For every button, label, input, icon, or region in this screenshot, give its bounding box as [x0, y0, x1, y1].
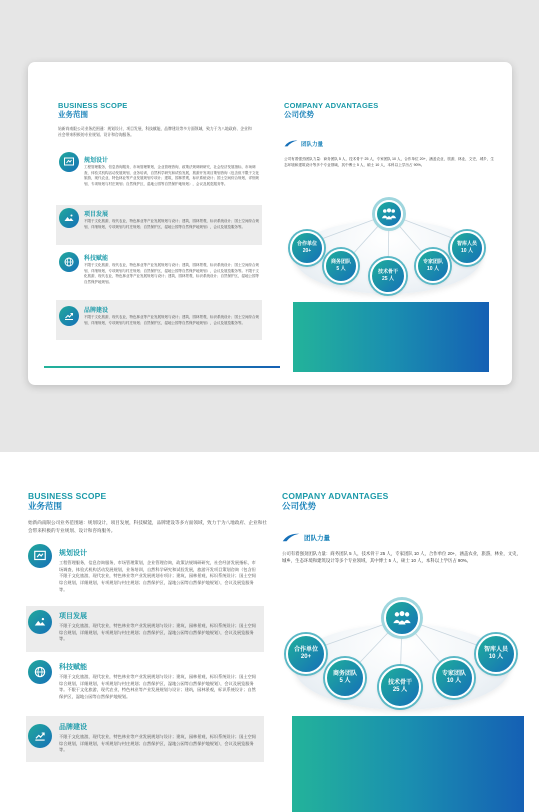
node-expert-team: 专家团队 10 人: [434, 658, 474, 698]
globe-icon: [28, 660, 52, 684]
team-diagram: [282, 600, 522, 708]
right-page: [284, 102, 484, 118]
item-body: 不限于文化旅游，现代农业，特色林业等产业发展规划与设计；建筑，园林景观，标识系统设计；国土空间综合规划，详细规划，专项规划与村庄规划；自然保护区，湿地公园等自然保护地规划），会议及展览服务等。: [59, 734, 256, 753]
title-cn: 公司优势: [282, 500, 317, 511]
node-business-team: 商务团队 5 人: [325, 658, 365, 698]
title-en: COMPANY ADVANTAGES: [284, 101, 379, 110]
node-partners: 合作单位 20+: [290, 231, 324, 265]
blueprint-icon: [59, 152, 79, 172]
item-title: 科技赋能: [84, 256, 109, 262]
item-brand: [56, 300, 262, 340]
growth-chart-icon: [59, 306, 79, 326]
intro-text: 始新尚南限公司业务范围通：规划设计，项目发展，科技赋能，品牌建设等多方面领域，致力于为八地政府、企业和社会带来积极的专业规划、设计和咨询服务。: [58, 127, 252, 138]
item-tech: [26, 658, 264, 712]
landscape-icon: [28, 610, 52, 634]
item-brand: [26, 716, 264, 762]
item-title: 品牌建设: [59, 724, 87, 731]
title-cn: 公司优势: [284, 109, 314, 119]
gradient-block: [293, 302, 489, 372]
swoosh-icon: [282, 532, 300, 543]
item-body: 不限于文化旅游，现代农业，特色林业等产业发展规划与设计；建筑，园林景观，标识系统设计；国土空间综合规划，详细规划，专项规划与村庄规划；自然保护区，湿地公园等自然保护地规划），会议及展览服务等。: [84, 315, 259, 325]
left-page: [28, 492, 268, 534]
title-en: COMPANY ADVANTAGES: [282, 491, 389, 501]
team-diagram: [284, 200, 494, 292]
item-body: 不限于文化旅游，现代农业，特色林业等产业发展规划与设计；建筑，园林景观，标识系统设计；国土空间综合规划，详细规划，专项规划与村庄规划；自然保护区，湿地公园等自然保护地规划），会议及展览服务等。: [59, 623, 256, 642]
brochure-preview-card: [28, 62, 512, 385]
item-title: 品牌建设: [84, 308, 109, 314]
item-title: 规划设计: [84, 158, 109, 164]
item-body: 不限于文化旅游，现代农业，特色林业等产业发展规划与设计；建筑，园林景观，标识系统设计；国土空间综合规划，详细规划，专项规划与村庄规划；自然保护区，湿地公园等自然保护地规划），会议及展览服务等。不限于文化旅游，现代农业，特色林业等产业发展规划与设计；建筑，园林景观，标识系统设计；自然保护区，湿地公园等自然保护地规划。: [59, 674, 256, 700]
item-body: 工程管理服务，信息咨询服务，市场管理策划，企业管理咨询，政策法规调研研究，社会经济发展指标，市场调查，体验式机构活动发展规划，业务培训，自然科学研究和试验发展，旅游开发项目策划咨询（包含但不限于文化旅游，现代农业，特色林业等产业发展规划专项计；建筑，园林景观，标识系统设计；国土空间综合规划，详细规划，专项规划与村庄规划；自然保护区，湿地公园等自然保护地规划），会议及展览服务等。: [59, 560, 256, 592]
item-title: 项目发展: [59, 613, 87, 620]
title-cn: 业务范围: [58, 109, 88, 119]
bottom-rule: [44, 366, 280, 368]
node-think-tank: 智库人员 10 人: [450, 231, 484, 265]
node-business-team: 商务团队 5 人: [324, 249, 358, 283]
item-body: 不限于文化旅游，现代农业，特色林业等产业发展规划与设计；建筑，园林景观，标识系统设计；国土空间综合规划，详细规划，专项规划与村庄规划；自然保护区，湿地公园等自然保护地规划），会议及展览服务等。不限于文化旅游，现代农业，特色林业等产业发展规划与设计；建筑，园林景观，标识系统设计；自然保护区，湿地公园等自然保护地规划。: [84, 263, 259, 284]
team-description: 公司有着强劲团队力量：商务团队 5 人，技术骨干 25 人，专家团队 10 人，合作单位 20+，涵盖农业，旅游，林业，文史，城乡，生态环境和建筑设计等多个专业领域，其中博士 5 人，硕士 10 人，本科以上学历占 90%。: [284, 157, 494, 168]
node-partners: 合作单位 20+: [286, 634, 326, 674]
item-tech: [56, 250, 262, 296]
node-tech-backbone: 技术骨干 25 人: [370, 258, 406, 294]
item-body: 不限于文化旅游，现代农业，特色林业等产业发展规划与设计；建筑，园林景观，标识系统设计；国土空间综合规划，详细规划，专项规划与村庄规划；自然保护区，湿地公园等自然保护地规划），会议及展览服务等。: [84, 219, 259, 229]
globe-icon: [59, 252, 79, 272]
intro-text: 始新尚南限公司业务范围通：规划设计，项目发展，科技赋能，品牌建设等多方面领域，致力于为八地政府、企业和社会带来积极的专业规划、设计和咨询服务。: [28, 520, 267, 533]
team-hub-icon: [384, 600, 420, 636]
item-project: [26, 606, 264, 652]
left-page: [58, 102, 254, 139]
team-description: 公司有着强劲团队力量：商务团队 5 人，技术骨干 25 人，专家团队 10 人，合作单位 20+，涵盖农业，旅游，林业，文史，城乡，生态环境和建筑设计等多个专业领域，其中博士 5 人，硕士 10 人，本科以上学历占 90%。: [282, 551, 521, 564]
right-page: [282, 492, 522, 510]
node-think-tank: 智库人员 10 人: [476, 634, 516, 674]
team-title: 团队力量: [301, 141, 324, 148]
gradient-block: [292, 716, 524, 812]
title-cn: 业务范围: [28, 500, 63, 511]
swoosh-icon: [284, 139, 298, 148]
item-body: 工程管理服务，信息咨询服务，市场管理策划，企业管理咨询，政策法规调研研究，社会经济发展指标，市场调查，体验式机构活动发展规划，业务培训，自然科学研究和试验发展，旅游开发项目策划咨询（包含但不限于文化旅游，现代农业，特色林业等产业发展规划专项计；建筑，园林景观，标识系统设计；国土空间综合规划，详细规划，专项规划与村庄规划；自然保护区，湿地公园等自然保护地规划），会议及展览服务等。: [84, 165, 259, 186]
title-en: BUSINESS SCOPE: [28, 491, 107, 501]
team-heading: [284, 139, 323, 148]
team-title: 团队力量: [304, 535, 330, 542]
blueprint-icon: [28, 544, 52, 568]
team-hub-icon: [375, 200, 403, 228]
landscape-icon: [59, 208, 79, 228]
item-title: 项目发展: [84, 212, 109, 218]
node-expert-team: 专家团队 10 人: [416, 249, 450, 283]
item-title: 科技赋能: [59, 664, 87, 671]
team-heading: [282, 532, 330, 543]
item-planning: [26, 544, 264, 596]
item-planning: [56, 152, 262, 192]
item-project: [56, 205, 262, 245]
title-en: BUSINESS SCOPE: [58, 101, 128, 110]
item-title: 规划设计: [59, 550, 87, 557]
node-tech-backbone: 技术骨干 25 人: [379, 666, 421, 708]
growth-chart-icon: [28, 724, 52, 748]
brochure-spread: [0, 452, 539, 812]
